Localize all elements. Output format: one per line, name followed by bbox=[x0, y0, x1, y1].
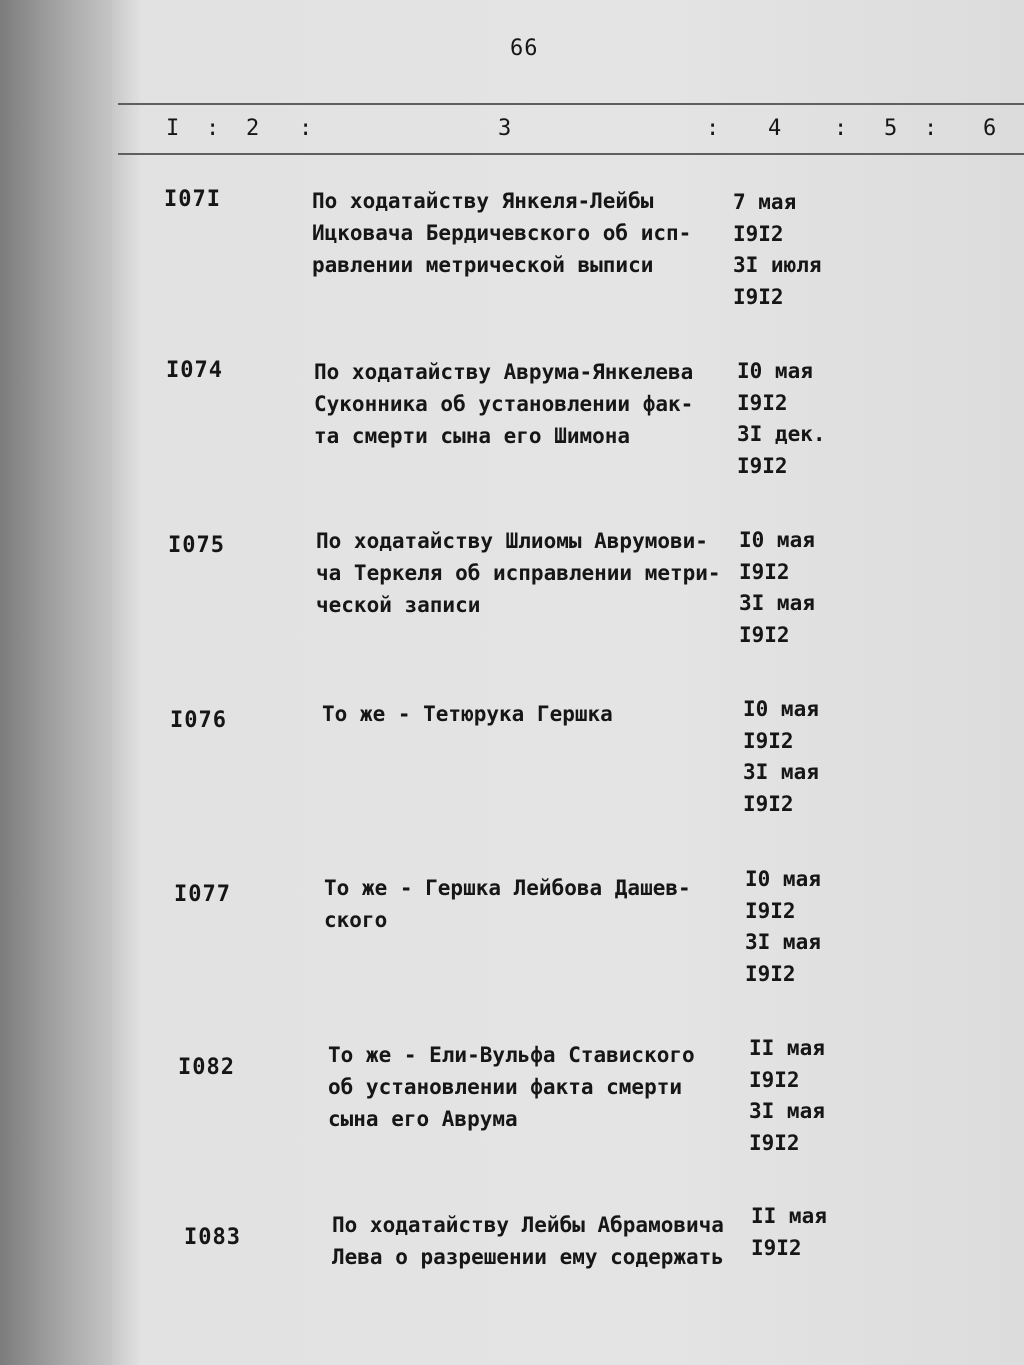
header-rule-top bbox=[118, 103, 1024, 105]
end-date: 3I мая bbox=[743, 760, 819, 784]
record-dates bbox=[733, 187, 822, 313]
start-year: I9I2 bbox=[751, 1235, 802, 1260]
end-date: 3I дек. bbox=[737, 422, 826, 446]
record-number: I076 bbox=[170, 708, 227, 733]
description-line: Лева о разрешении ему содержать bbox=[332, 1245, 724, 1269]
end-year: I9I2 bbox=[733, 284, 784, 309]
start-date: I0 мая bbox=[743, 697, 819, 721]
column-separator: : bbox=[299, 116, 313, 141]
record-number: I077 bbox=[174, 882, 231, 907]
record-number: I07I bbox=[164, 187, 221, 212]
record-description bbox=[324, 872, 691, 936]
record-number: I074 bbox=[166, 358, 223, 383]
start-date: II мая bbox=[751, 1204, 827, 1228]
column-separator: : bbox=[706, 116, 720, 141]
description-line: Ицковача Бердичевского об исп- bbox=[312, 221, 692, 245]
column-separator: : bbox=[924, 116, 938, 141]
end-year: I9I2 bbox=[743, 791, 794, 816]
description-line: об установлении факта смерти bbox=[328, 1075, 683, 1099]
description-line: ского bbox=[324, 908, 388, 932]
description-line: То же - Гершка Лейбова Дашев- bbox=[324, 876, 691, 900]
record-description bbox=[314, 356, 693, 452]
record-description bbox=[316, 525, 721, 621]
start-year: I9I2 bbox=[733, 221, 784, 246]
description-line: По ходатайству Янкеля-Лейбы bbox=[312, 189, 654, 213]
end-year: I9I2 bbox=[749, 1130, 800, 1155]
record-dates bbox=[751, 1201, 827, 1264]
start-year: I9I2 bbox=[743, 728, 794, 753]
description-line: То же - Тетюрука Гершка bbox=[322, 702, 613, 726]
start-year: I9I2 bbox=[737, 390, 788, 415]
start-date: I0 мая bbox=[739, 528, 815, 552]
end-date: 3I мая bbox=[739, 591, 815, 615]
description-line: равлении метрической выписи bbox=[312, 253, 654, 277]
description-line: То же - Ели-Вульфа Ставиского bbox=[328, 1043, 695, 1067]
column-separator: : bbox=[206, 116, 220, 141]
column-header-3: 3 bbox=[498, 116, 512, 141]
start-date: I0 мая bbox=[745, 867, 821, 891]
column-header-5: 5 bbox=[884, 116, 898, 141]
column-header-2: 2 bbox=[246, 116, 260, 141]
book-gutter bbox=[0, 0, 118, 1365]
end-date: 3I мая bbox=[749, 1099, 825, 1123]
column-header-6: 6 bbox=[983, 116, 997, 141]
description-line: сына его Аврума bbox=[328, 1107, 518, 1131]
description-line: та смерти сына его Шимона bbox=[314, 424, 631, 448]
description-line: Суконника об установлении фак- bbox=[314, 392, 694, 416]
column-separator: : bbox=[834, 116, 848, 141]
end-year: I9I2 bbox=[745, 961, 796, 986]
record-dates bbox=[745, 864, 821, 990]
description-line: По ходатайству Лейбы Абрамовича bbox=[332, 1213, 724, 1237]
end-date: 3I июля bbox=[733, 253, 822, 277]
column-header-1: I bbox=[166, 116, 180, 141]
page-number: 66 bbox=[510, 36, 539, 61]
record-dates bbox=[739, 525, 815, 651]
record-number: I082 bbox=[178, 1055, 235, 1080]
column-header-4: 4 bbox=[768, 116, 782, 141]
start-date: I0 мая bbox=[737, 359, 813, 383]
start-year: I9I2 bbox=[749, 1067, 800, 1092]
record-number: I075 bbox=[168, 533, 225, 558]
start-date: II мая bbox=[749, 1036, 825, 1060]
start-date: 7 мая bbox=[733, 190, 797, 214]
description-line: ча Теркеля об исправлении метри- bbox=[316, 561, 721, 585]
record-number: I083 bbox=[184, 1225, 241, 1250]
end-date: 3I мая bbox=[745, 930, 821, 954]
description-line: По ходатайству Аврума-Янкелева bbox=[314, 360, 694, 384]
start-year: I9I2 bbox=[739, 559, 790, 584]
record-description bbox=[312, 185, 691, 281]
end-year: I9I2 bbox=[737, 453, 788, 478]
end-year: I9I2 bbox=[739, 622, 790, 647]
record-description bbox=[332, 1209, 724, 1273]
record-dates bbox=[749, 1033, 825, 1159]
record-dates bbox=[743, 694, 819, 820]
description-line: По ходатайству Шлиомы Аврумови- bbox=[316, 529, 708, 553]
description-line: ческой записи bbox=[316, 593, 481, 617]
record-description bbox=[328, 1039, 695, 1135]
record-dates bbox=[737, 356, 826, 482]
start-year: I9I2 bbox=[745, 898, 796, 923]
header-rule-bottom bbox=[118, 153, 1024, 155]
record-description bbox=[322, 698, 613, 730]
